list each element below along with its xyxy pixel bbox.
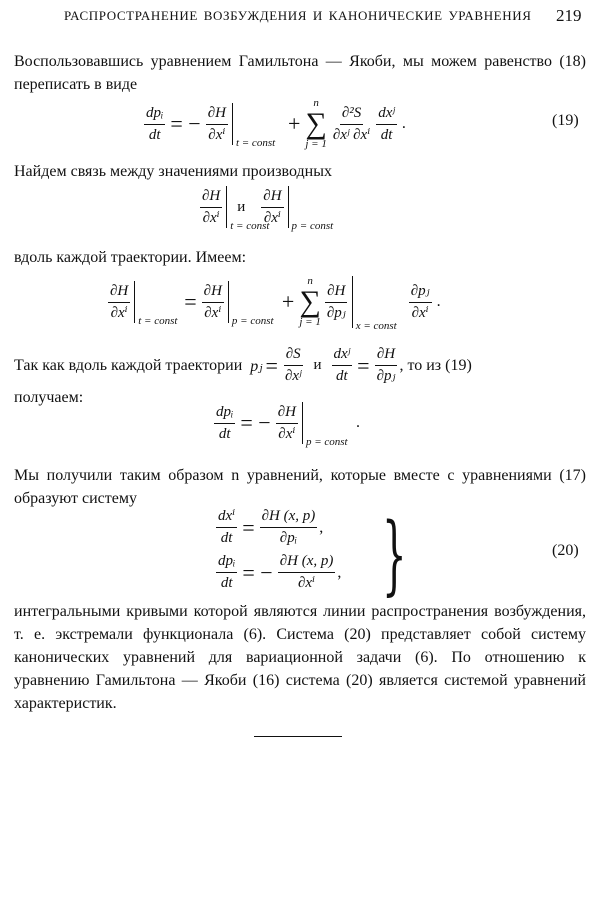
fraction-dxj-dt: $\frac{\text{dxʲ}}{dt}$ bbox=[378, 104, 395, 143]
evaluation-bar: t = const bbox=[134, 281, 135, 323]
paragraph-2: Найдем связь между значениями производных bbox=[14, 163, 332, 180]
evaluation-bar: t = const bbox=[232, 103, 233, 145]
fraction-dxi-dt: $\frac{\text{dxⁱ}}{dt}$ bbox=[218, 508, 236, 546]
equation-19: $\frac{\text{dpᵢ}}{dt}$ = − $\frac{\partial H}{\text{∂xⁱ}}$ t = const + n ∑ j = 1 $\frac{\text{∂²S}}{\text{∂xʲ ∂xⁱ}}$ $\frac{\text{dxʲ}}{dt}$ . bbox=[146, 97, 406, 150]
summation: n ∑ j = 1 bbox=[305, 97, 327, 150]
paragraph-3: вдоль каждой траектории. Имеем: bbox=[14, 249, 247, 266]
paragraph-4-line: Так как вдоль каждой траектории pⱼ = $\frac{\partial S}{\text{∂xʲ}}$ и $\frac{\text{dxʲ}}{dt}$ = $\frac{\partial H}{\text{∂pⱼ}}$ , то из (19) bbox=[14, 346, 472, 384]
fraction-dH-dxi: $\frac{\partial H}{\text{∂xⁱ}}$ bbox=[203, 282, 222, 321]
fraction-dH-dpj: $\frac{\partial H}{\text{∂pⱼ}}$ bbox=[326, 282, 346, 321]
fraction-dHxp-dpi: $\frac{\partial H (x, p)}{\text{∂pᵢ}}$ bbox=[261, 508, 316, 546]
evaluation-bar: t = const bbox=[226, 186, 227, 228]
right-brace: } bbox=[382, 505, 407, 605]
section-end-rule bbox=[254, 736, 342, 737]
equation-20 bbox=[214, 508, 341, 592]
fraction-dpj-dxi: $\frac{\text{∂pⱼ}}{\text{∂xⁱ}}$ bbox=[410, 282, 430, 321]
running-title: РАСПРОСТРАНЕНИЕ ВОЗБУЖДЕНИЯ И КАНОНИЧЕСКИЕ УРАВНЕНИЯ bbox=[64, 8, 532, 23]
paragraph-6: Мы получили таким образом n уравнений, которые вместе с уравнениями (17) образуют систему bbox=[14, 467, 586, 507]
paragraph-5: получаем: bbox=[14, 389, 84, 406]
equation-number-19: (19) bbox=[552, 112, 579, 129]
evaluation-bar: x = const bbox=[352, 276, 353, 328]
fraction-dH-dxi: $\frac{\partial H}{\text{∂xⁱ}}$ bbox=[207, 104, 226, 143]
fraction-dH-dxi: $\frac{\partial H}{\text{∂xⁱ}}$ bbox=[263, 187, 282, 226]
book-page bbox=[14, 0, 586, 920]
fraction-dH-dxi: $\frac{\partial H}{\text{∂xⁱ}}$ bbox=[202, 187, 221, 226]
equation-20-line-1: $\frac{\text{dxⁱ}}{dt}$ = $\frac{\partial H (x, p)}{\text{∂pᵢ}}$ , bbox=[218, 508, 324, 546]
fraction-dHxp-dxi: $\frac{\partial H (x, p)}{\text{∂xⁱ}}$ bbox=[279, 553, 334, 591]
conjunction-and: и bbox=[237, 198, 246, 215]
equation-number-20: (20) bbox=[552, 542, 579, 559]
relation-equation: $\frac{\partial H}{\text{∂xⁱ}}$ t = const = $\frac{\partial H}{\text{∂xⁱ}}$ p = const + n ∑ j = 1 $\frac{\partial H}{\text{∂pⱼ}}$ x = const $\frac{\text{∂pⱼ}}{\text{∂xⁱ}}$ . bbox=[110, 275, 441, 332]
result-equation: $\frac{\text{dpᵢ}}{dt}$ = − $\frac{\partial H}{\text{∂xⁱ}}$ p = const . bbox=[216, 403, 360, 448]
fraction-d2S: $\frac{\text{∂²S}}{\text{∂xʲ ∂xⁱ}}$ bbox=[332, 104, 371, 143]
evaluation-bar: p = const bbox=[228, 281, 229, 323]
paragraph-7: интегральными кривыми которой являются линии распространения возбуждения, т. е. экстремали функционала (6). Система (20) представляет собой систему канонических уравнений для вариационной задачи (6). По отношению к уравнению Гамильтона — Якоби (16) система (20) является системой уравнений характеристик. bbox=[14, 603, 586, 712]
fraction-dpi-dt: $\frac{\text{dpᵢ}}{dt}$ bbox=[216, 403, 234, 442]
fraction-dpi-dt: $\frac{\text{dpᵢ}}{dt}$ bbox=[218, 553, 236, 591]
evaluation-bar: p = const bbox=[288, 186, 289, 228]
fraction-dS-dxj: $\frac{\partial S}{\text{∂xʲ}}$ bbox=[284, 346, 302, 384]
page-number: 219 bbox=[556, 6, 582, 25]
derivatives-pair bbox=[198, 186, 335, 232]
fraction-dH-dpj: $\frac{\partial H}{\text{∂pⱼ}}$ bbox=[376, 346, 396, 384]
fraction-dxj-dt: $\frac{\text{dxʲ}}{dt}$ bbox=[333, 346, 351, 384]
conjunction-and: и bbox=[313, 357, 322, 373]
summation: n ∑ j = 1 bbox=[299, 275, 321, 328]
fraction-dpi-dt: $\frac{\text{dpᵢ}}{dt}$ bbox=[146, 104, 164, 143]
fraction-dH-dxi: $\frac{\partial H}{\text{∂xⁱ}}$ bbox=[277, 403, 296, 442]
paragraph-1: Воспользовавшись уравнением Гамильтона — Якоби, мы можем равенство (18) переписать в виде bbox=[14, 53, 586, 93]
fraction-dH-dxi: $\frac{\partial H}{\text{∂xⁱ}}$ bbox=[110, 282, 129, 321]
evaluation-bar: p = const bbox=[302, 402, 303, 444]
equation-20-line-2: $\frac{\text{dpᵢ}}{dt}$ = − $\frac{\partial H (x, p)}{\text{∂xⁱ}}$ , bbox=[218, 553, 342, 591]
